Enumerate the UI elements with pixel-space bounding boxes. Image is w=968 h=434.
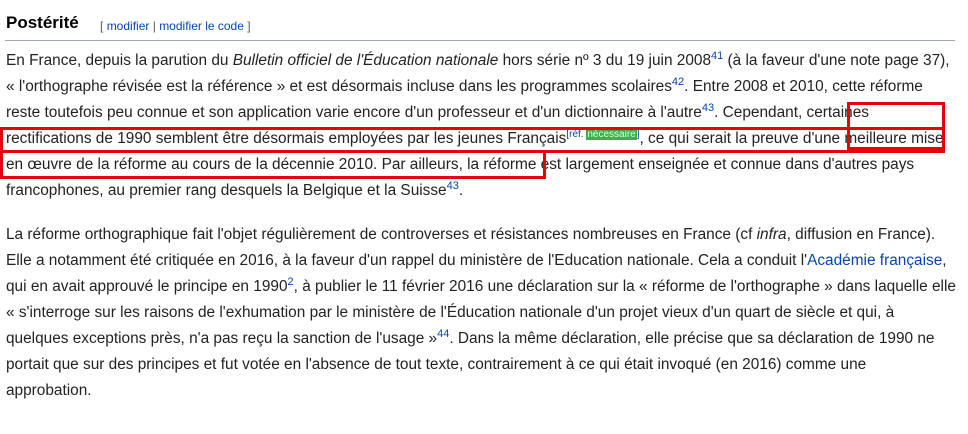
- ref-43-link[interactable]: 43: [701, 102, 715, 114]
- p2-text-1: La réforme orthographique fait l'objet régulièrement de controverses et résistances nombreuses en France (cf: [6, 226, 757, 243]
- p1-text-4: . Cependant, certaines rectifications de 1990 semblent être désormais employées par les jeunes Français: [6, 104, 869, 147]
- p2-text-4: . Dans la même déclaration, elle précise que sa déclaration de 1990 ne portait que sur des principes et fut votée en l'absence de tout texte, contrairement à ce qui était invoqué (en 2016) comme une approbation.: [6, 330, 935, 399]
- citation-needed[interactable]: [566, 129, 639, 140]
- section-heading: [5, 12, 955, 41]
- ref-43b[interactable]: [447, 180, 459, 192]
- academie-francaise-link[interactable]: Académie française: [807, 252, 943, 269]
- ref-41-link[interactable]: 41: [711, 50, 724, 62]
- section-title: Postérité: [6, 13, 79, 32]
- p1-text-6: .: [458, 182, 464, 199]
- ref-41[interactable]: [711, 50, 723, 62]
- p2-text-2: , qui en avait approuvé le principe en 1990: [6, 252, 947, 295]
- p1-bulletin-title: Bulletin officiel de l'Éducation nationale: [232, 52, 499, 69]
- refneeded-word[interactable]: nécessaire: [587, 129, 636, 140]
- ref-43[interactable]: [702, 102, 714, 114]
- p2-text-3: , à publier le 11 février 2016 une déclaration sur la « réforme de l'orthographe » dans laquelle elle « s'interroge sur les raisons de l'exhumation par le ministère de l'Éducation nationale d'un projet vieux d'un quart de siècle et qui, à quelques exceptions près, n'a pas reçu la sanction de l'usage »: [6, 278, 956, 347]
- edit-bracket-close: ]: [247, 19, 251, 33]
- edit-bracket-open: [: [100, 19, 104, 33]
- p1-text-5: , ce qui serait la preuve d'une meilleure mise en œuvre de la réforme au cours de la décennie 2010. Par ailleurs, la réforme est largement enseignée et connue dans d'autres pays francophones, au premier rang desquels la Belgique et la Suisse: [6, 130, 944, 199]
- edit-separator: |: [152, 19, 156, 33]
- refneeded-open: [réf.: [566, 129, 587, 140]
- p1-text-2: (à la faveur d'une note page 37), « l'orthographe révisée est la référence » et est désormais incluse dans les programmes scolaires: [6, 52, 950, 95]
- ref-44-link[interactable]: 44: [437, 328, 450, 340]
- paragraph-2: [6, 222, 956, 404]
- refneeded-close: ]: [636, 129, 640, 140]
- paragraph-1: [6, 48, 956, 204]
- edit-code-link[interactable]: modifier le code: [159, 19, 244, 33]
- ref-2-link[interactable]: 2: [287, 276, 294, 288]
- p2-text-1b: , diffusion en France). Elle a notamment été critiquée en 2016, à la faveur d'un rappel du ministère de l'Education nationale. Cela a conduit l': [6, 226, 936, 269]
- p2-infra: infra: [756, 226, 787, 243]
- ref-42-link[interactable]: 42: [671, 76, 685, 88]
- edit-link[interactable]: modifier: [106, 19, 150, 33]
- ref-44[interactable]: [437, 328, 449, 340]
- p1-text-1: En France, depuis la parution du: [6, 52, 233, 69]
- ref-42[interactable]: [672, 76, 684, 88]
- ref-43b-link[interactable]: 43: [446, 180, 459, 192]
- edit-section-links: [100, 19, 251, 33]
- p1-text-3: . Entre 2008 et 2010, cette réforme reste toutefois peu connue et son application varie encore d'un professeur et d'un dictionnaire à l'autre: [6, 78, 923, 121]
- p1-text-1b: hors série nº 3 du 19 juin 2008: [498, 52, 712, 69]
